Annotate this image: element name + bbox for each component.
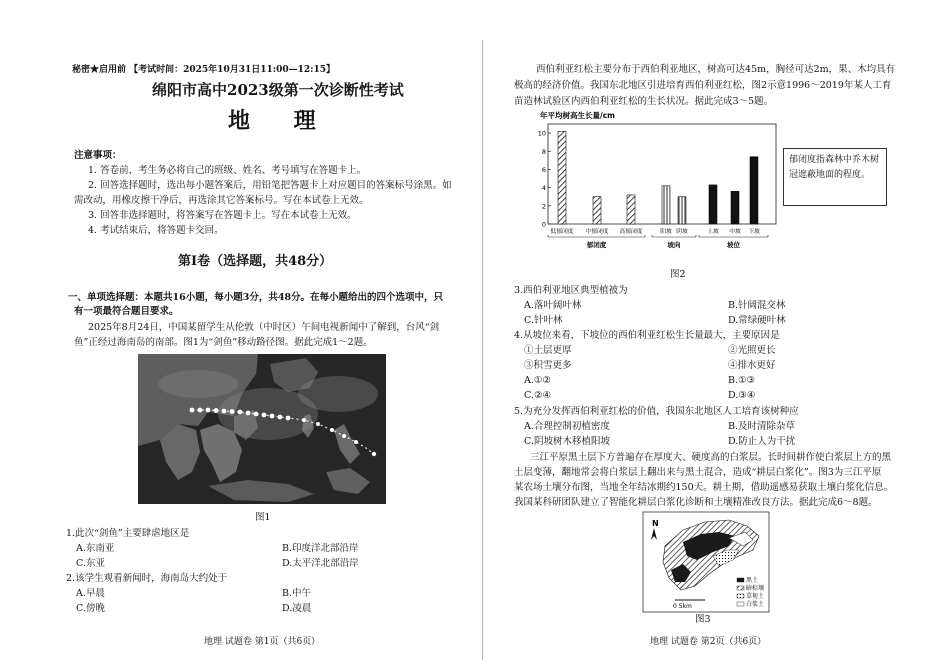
question-1-option-b: B.印度洋北部沿岸 [282,543,359,554]
question-4-item-1: ①土层更厚 [524,345,572,356]
notice-title: 注意事项： [74,150,122,161]
y-tick-label: 6 [541,165,546,174]
right-intro-2: 某农场土壤分布图，当地全年结冰期约150天。耕土期，借助遥感易获取土壤白浆化信息。 [514,482,894,493]
legend-meadow-soil: 草甸土 [746,593,765,600]
question-4-item-4: ④排水更好 [728,360,776,371]
question-5-option-a: A.合理控制初植密度 [524,421,610,432]
bar-6 [709,185,717,224]
bar-3 [627,195,635,224]
notice-item: 需改动，用橡皮擦干净后，再选涂其它答案标号。写在本试卷上无效。 [74,195,369,206]
typhoon-satellite-map [138,354,386,504]
question-intro: 2025年8月24日，中国某留学生从伦敦（中时区）午间电视新闻中了解到，台风“剑 [88,322,440,333]
group-label: 郁闭度 [586,241,607,249]
question-4-option-a: A.①② [524,375,551,386]
volume-title: 第Ⅰ卷（选择题，共48分） [178,254,333,269]
category-label: 低郁闭度 [550,229,574,235]
notice-item: 4. 考试结束后，将答题卡交回。 [88,225,224,236]
category-label: 阳坡 [660,229,672,235]
question-1-stem: 1.此次“剑鱼”主要肆虐地区是 [66,528,190,539]
north-arrow-label: N [652,519,659,528]
right-intro-2: 土层变薄，翻地常会将白浆层上翻出来与黑土混合，造成“耕层白浆化”。图3为三江平原 [514,467,882,478]
page-fold-line [482,40,483,660]
y-tick-label: 10 [537,129,546,138]
y-tick-label: 4 [541,184,546,193]
question-5-option-b: B.及时清除杂草 [728,421,796,432]
soil-map-graphic [643,512,769,612]
bar-1 [558,131,566,224]
question-1-option-d: D.太平洋北部沿岸 [282,558,359,569]
exam-title: 绵阳市高中2023级第一次诊断性考试 [152,81,404,99]
bar-5 [678,197,686,224]
group-label: 坡位 [727,241,740,249]
right-intro: 苗造林试验区内西伯利亚红松的生长状况。据此完成3～5题。 [514,96,774,107]
right-intro-2: 三江平原黑土层下方普遍存在厚度大、硬度高的白浆层。长时间耕作使白浆层上方的黑 [530,452,892,463]
legend-black-soil: 黑土 [746,577,759,584]
question-3-option-d: D.常绿硬叶林 [728,315,786,326]
question-2-stem: 2.该学生观看新闻时，海南岛大约处于 [66,573,228,584]
section-heading-cont: 有一项最符合题目要求。 [74,306,179,317]
question-4-option-b: B.①③ [728,375,756,386]
category-label: 上坡 [707,229,719,235]
category-label: 下坡 [748,229,760,235]
bar-8 [750,157,758,224]
canopy-density-note: 郁闭度指森林中乔木树冠遮蔽地面的程度。 [783,148,887,206]
figure-2-chart [537,104,780,263]
subject-title: 地 理 [228,108,334,134]
right-intro: 西伯利亚红松主要分布于西伯利亚地区，树高可达45m，胸径可达2m，果、木均具有 [536,64,896,75]
question-2-option-a: A.早晨 [76,588,105,599]
figure-3-soil-map [643,512,769,612]
question-4-item-2: ②光照更长 [728,345,776,356]
confidential-header: 秘密★启用前 【考试时间：2025年10月31日11:00—12:15】 [72,65,335,75]
scale-label: 0 5km [673,603,692,610]
bar-2 [593,197,601,224]
figure-1-caption: 图1 [255,512,271,523]
question-1-option-c: C.东亚 [76,558,105,569]
question-3-option-c: C.针叶林 [524,315,563,326]
question-4-stem: 4.从坡位来看，下坡位的西伯利亚红松生长量最大，主要原因是 [514,330,780,341]
category-label: 中坡 [729,229,741,235]
legend-albic-soil: 白浆土 [746,601,765,608]
question-5-option-c: C.阴坡树木移植阳坡 [524,436,610,447]
figure-2-caption: 图2 [670,269,686,280]
question-1-option-a: A.东南亚 [76,543,115,554]
page-2-footer: 地理 试题卷 第2页（共6页） [650,637,767,647]
typhoon-map-graphic [138,354,386,504]
question-4-option-c: C.②④ [524,390,551,401]
group-label: 坡向 [667,241,681,249]
bar-7 [731,191,739,224]
y-tick-label: 2 [541,202,546,211]
bar-chart-svg [537,104,780,259]
legend-dark-brown-soil: 暗棕壤 [746,585,765,592]
page-1-footer: 地理 试题卷 第1页（共6页） [204,637,321,647]
notice-item: 2. 回答选择题时，选出每小题答案后，用铅笔把答题卡上对应题目的答案标号涂黑。如 [88,180,452,191]
notice-item: 3. 回答非选择题时，将答案写在答题卡上。写在本试卷上无效。 [88,210,357,221]
question-2-option-d: D.凌晨 [282,603,312,614]
question-5-option-d: D.防止人为干扰 [728,436,796,447]
question-2-option-c: C.傍晚 [76,603,105,614]
bar-4 [662,186,670,224]
y-tick-label: 0 [541,220,546,229]
figure-3-caption: 图3 [695,614,711,625]
y-axis-label: 年平均树高生长量/cm [540,111,615,120]
question-3-option-b: B.针阔混交林 [728,300,786,311]
category-label: 阴坡 [676,229,688,235]
notice-item: 1. 答卷前，考生务必将自己的班级、姓名、考号填写在答题卡上。 [88,165,367,176]
question-5-stem: 5.为充分发挥西伯利亚红松的价值，我国东北地区人工培育该树种应 [514,406,799,417]
question-2-option-b: B.中午 [282,588,312,599]
question-3-stem: 3.西伯利亚地区典型植被为 [514,285,628,296]
category-label: 中郁闭度 [585,229,609,235]
right-intro: 极高的经济价值。我国东北地区引进培育西伯利亚红松，图2示意1996～2019年某人工育 [514,80,892,91]
section-heading: 一、单项选择题：本题共16小题，每小题3分，共48分。在每小题给出的四个选项中，只 [68,292,444,303]
question-4-item-3: ③积雪更多 [524,360,572,371]
category-label: 高郁闭度 [619,229,643,235]
question-4-option-d: D.③④ [728,390,756,401]
question-3-option-a: A.落叶阔叶林 [524,300,582,311]
question-intro: 鱼”正经过海南岛的南部。图1为“剑鱼”移动路径图。据此完成1～2题。 [74,337,373,348]
right-intro-2: 我国某科研团队建立了智能化耕层白浆化诊断和土壤精准改良方法。据此完成6～8题。 [514,497,878,508]
y-tick-label: 8 [541,147,546,156]
